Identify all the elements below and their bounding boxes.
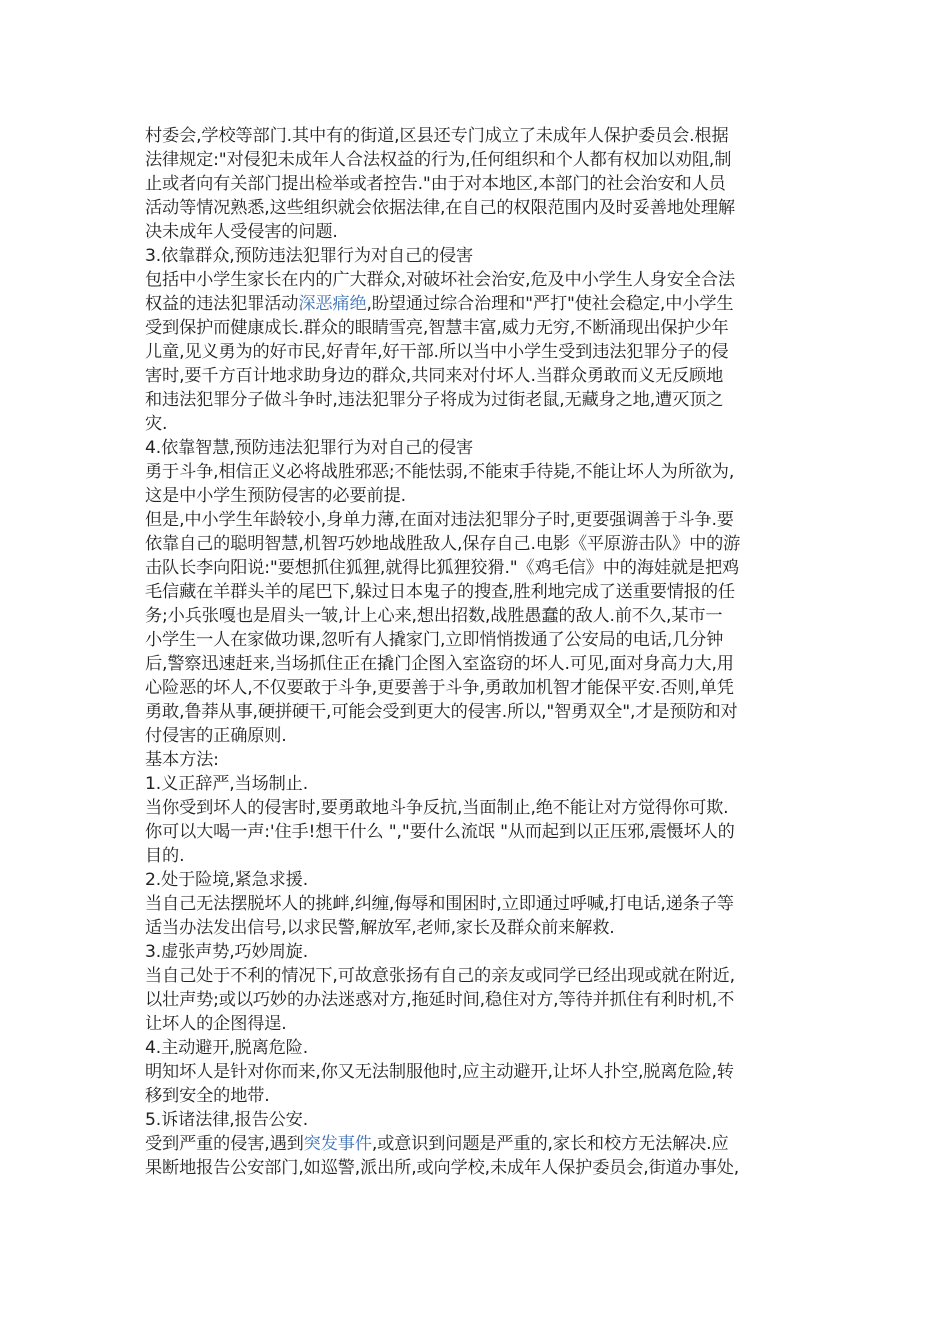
text-line: 和违法犯罪分子做斗争时,违法犯罪分子将成为过街老鼠,无藏身之地,遭灭顶之 xyxy=(145,390,724,410)
text-line: 果断地报告公安部门,如巡警,派出所,或向学校,未成年人保护委员会,街道办事处, xyxy=(145,1158,740,1178)
text-line: 目的. xyxy=(145,846,185,866)
text-line: 毛信藏在羊群头羊的尾巴下,躲过日本鬼子的搜查,胜利地完成了送重要情报的任 xyxy=(145,582,735,602)
text-segment: ,或意识到问题是严重的,家长和校方无法解决.应 xyxy=(371,1134,729,1154)
text-line: 后,警察迅速赶来,当场抓住正在撬门企图入室盗窃的坏人.可见,面对身高力大,用 xyxy=(145,654,734,674)
text-line: 止或者向有关部门提出检举或者控告."由于对本地区,本部门的社会治安和人员 xyxy=(145,174,726,194)
text-line: 当自己无法摆脱坏人的挑衅,纠缠,侮辱和围困时,立即通过呼喊,打电话,递条子等 xyxy=(145,894,734,914)
text-line: 活动等情况熟悉,这些组织就会依据法律,在自己的权限范围内及时妥善地处理解 xyxy=(145,198,735,218)
text-line: 包括中小学生家长在内的广大群众,对破坏社会治安,危及中小学生人身安全合法 xyxy=(145,270,735,290)
text-line: 明知坏人是针对你而来,你又无法制服他时,应主动避开,让坏人扑空,脱离危险,转 xyxy=(145,1062,734,1082)
text-line: 儿童,见义勇为的好市民,好青年,好干部.所以当中小学生受到违法犯罪分子的侵 xyxy=(145,342,729,362)
text-line: 2.处于险境,紧急求援. xyxy=(145,870,309,890)
text-line: 当自己处于不利的情况下,可故意张扬有自己的亲友或同学已经出现或就在附近, xyxy=(145,966,735,986)
text-line: 受到保护而健康成长.群众的眼睛雪亮,智慧丰富,威力无穷,不断涌现出保护少年 xyxy=(145,318,729,338)
text-line xyxy=(145,1132,810,1156)
text-line xyxy=(145,292,810,316)
text-line: 基本方法: xyxy=(145,750,219,770)
text-line: 让坏人的企图得逞. xyxy=(145,1014,287,1034)
text-line: 依靠自己的聪明智慧,机智巧妙地战胜敌人,保存自己.电影《平原游击队》中的游 xyxy=(145,534,741,554)
text-line: 决未成年人受侵害的问题. xyxy=(145,222,338,242)
text-line: 当你受到坏人的侵害时,要勇敢地斗争反抗,当面制止,绝不能让对方觉得你可欺. xyxy=(145,798,729,818)
text-line: 你可以大喝一声:'住手!想干什么 ","要什么流氓 "从而起到以正压邪,震慑坏人的 xyxy=(145,822,735,842)
text-line: 以壮声势;或以巧妙的办法迷惑对方,拖延时间,稳住对方,等待并抓住有利时机,不 xyxy=(145,990,735,1010)
text-line: 但是,中小学生年龄较小,身单力薄,在面对违法犯罪分子时,更要强调善于斗争.要 xyxy=(145,510,734,530)
text-line: 适当办法发出信号,以求民警,解放军,老师,家长及群众前来解救. xyxy=(145,918,615,938)
text-line: 4.依靠智慧,预防违法犯罪行为对自己的侵害 xyxy=(145,438,474,458)
keyword-link[interactable]: 深恶痛绝 xyxy=(298,294,367,314)
text-line: 心险恶的坏人,不仅要敢于斗争,更要善于斗争,勇敢加机智才能保平安.否则,单凭 xyxy=(145,678,734,698)
text-line: 移到安全的地带. xyxy=(145,1086,270,1106)
text-line: 付侵害的正确原则. xyxy=(145,726,287,746)
text-line: 4.主动避开,脱离危险. xyxy=(145,1038,309,1058)
text-line: 小学生一人在家做功课,忽听有人撬家门,立即悄悄拨通了公安局的电话,几分钟 xyxy=(145,630,724,650)
text-segment: ,盼望通过综合治理和"严打"使社会稳定,中小学生 xyxy=(366,294,734,314)
text-line: 1.义正辞严,当场制止. xyxy=(145,774,309,794)
text-line: 3.虚张声势,巧妙周旋. xyxy=(145,942,309,962)
text-line: 灾. xyxy=(145,414,168,434)
text-segment: 权益的违法犯罪活动 xyxy=(145,294,299,314)
text-line: 害时,要千方百计地求助身边的群众,共同来对付坏人.当群众勇敢而义无反顾地 xyxy=(145,366,724,386)
text-line: 务;小兵张嘎也是眉头一皱,计上心来,想出招数,战胜愚蠢的敌人.前不久,某市一 xyxy=(145,606,723,626)
keyword-link[interactable]: 突发事件 xyxy=(303,1134,372,1154)
text-line: 3.依靠群众,预防违法犯罪行为对自己的侵害 xyxy=(145,246,474,266)
text-line: 这是中小学生预防侵害的必要前提. xyxy=(145,486,406,506)
text-line: 5.诉诸法律,报告公安. xyxy=(145,1110,309,1130)
text-line: 勇于斗争,相信正义必将战胜邪恶;不能怯弱,不能束手待毙,不能让坏人为所欲为, xyxy=(145,462,735,482)
text-line: 击队长李向阳说:"要想抓住狐狸,就得比狐狸狡猾."《鸡毛信》中的海娃就是把鸡 xyxy=(145,558,740,578)
text-line: 勇敢,鲁莽从事,硬拼硬干,可能会受到更大的侵害.所以,"智勇双全",才是预防和对 xyxy=(145,702,738,722)
document-body xyxy=(145,124,810,1180)
text-line: 村委会,学校等部门.其中有的街道,区县还专门成立了未成年人保护委员会.根据 xyxy=(145,126,729,146)
text-segment: 受到严重的侵害,遇到 xyxy=(145,1134,304,1154)
text-line: 法律规定:"对侵犯未成年人合法权益的行为,任何组织和个人都有权加以劝阻,制 xyxy=(145,150,732,170)
